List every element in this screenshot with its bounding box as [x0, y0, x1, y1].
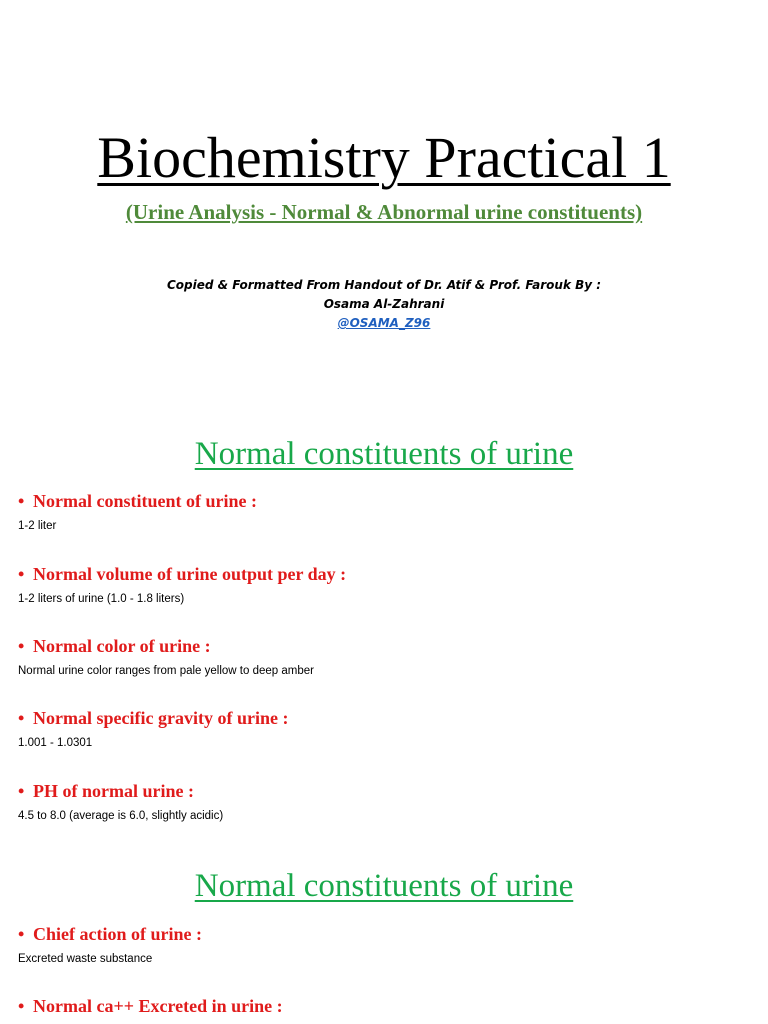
bullet-icon: •	[18, 996, 25, 1016]
bullet-icon: •	[18, 636, 25, 656]
credits-author: Osama Al-Zahrani	[323, 297, 445, 311]
item-question-text: Normal volume of urine output per day :	[33, 564, 347, 584]
credits-line: Copied & Formatted From Handout of Dr. Atif & Prof. Farouk By :	[166, 278, 602, 292]
bullet-icon: •	[18, 781, 25, 801]
list-item	[18, 923, 758, 967]
list-item	[18, 707, 758, 751]
item-answer: 1.001 - 1.0301	[18, 737, 93, 749]
item-answer: Excreted waste substance	[18, 953, 153, 965]
item-answer: 1-2 liter	[18, 520, 57, 532]
item-question	[18, 780, 758, 802]
item-question	[18, 563, 758, 585]
item-question-text: Normal specific gravity of urine :	[33, 708, 289, 728]
section-heading: Normal constituents of urine	[194, 868, 574, 904]
bullet-icon: •	[18, 564, 25, 584]
list-item	[18, 635, 758, 679]
author-handle-link[interactable]: @OSAMA_Z96	[337, 316, 431, 330]
item-question-text: PH of normal urine :	[33, 781, 194, 801]
item-answer: Normal urine color ranges from pale yellow to deep amber	[18, 665, 314, 677]
list-item	[18, 780, 758, 824]
item-answer: 4.5 to 8.0 (average is 6.0, slightly acidic)	[18, 810, 224, 822]
bullet-icon: •	[18, 708, 25, 728]
item-question	[18, 707, 758, 729]
bullet-icon: •	[18, 924, 25, 944]
item-question	[18, 923, 758, 945]
item-question-text: Normal constituent of urine :	[33, 491, 257, 511]
list-item	[18, 563, 758, 607]
bullet-icon: •	[18, 491, 25, 511]
item-question	[18, 635, 758, 657]
item-question-text: Normal ca++ Excreted in urine :	[33, 996, 283, 1016]
item-answer: 1-2 liters of urine (1.0 - 1.8 liters)	[18, 593, 185, 605]
document-subtitle: (Urine Analysis - Normal & Abnormal urine constituents)	[125, 200, 643, 224]
section-heading: Normal constituents of urine	[194, 436, 574, 472]
list-item	[18, 490, 758, 534]
item-question	[18, 490, 758, 512]
list-item	[18, 995, 758, 1017]
document-title: Biochemistry Practical 1	[97, 125, 671, 190]
item-question-text: Normal color of urine :	[33, 636, 211, 656]
item-question	[18, 995, 758, 1017]
credits-block	[0, 276, 768, 333]
item-question-text: Chief action of urine :	[33, 924, 202, 944]
